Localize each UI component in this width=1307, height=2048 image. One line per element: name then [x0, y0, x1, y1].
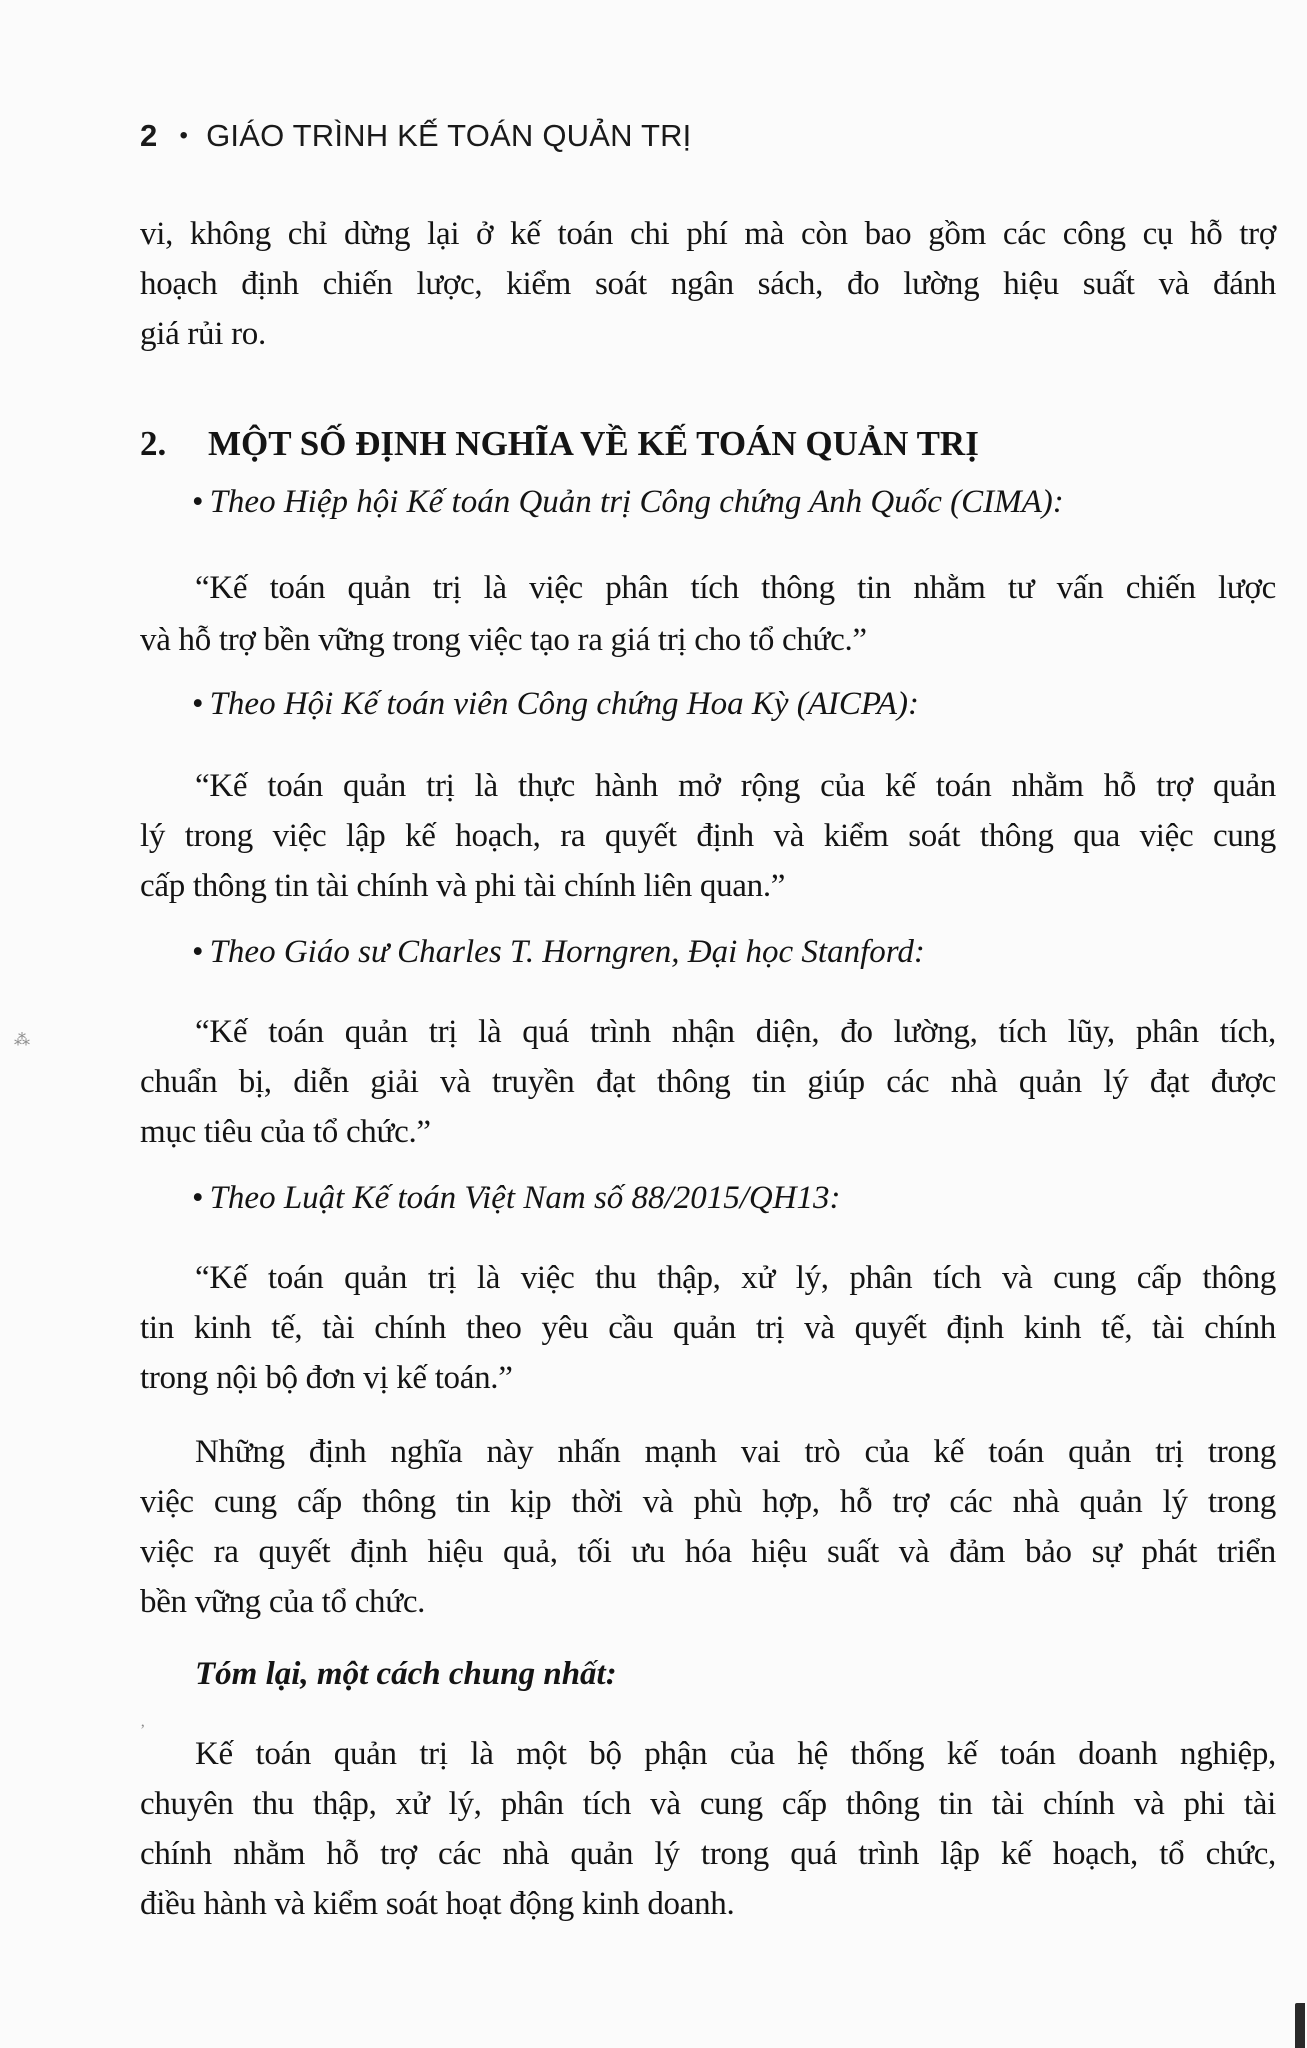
source-label: Theo Giáo sư Charles T. Horngren, Đại học Stanford: — [209, 934, 925, 970]
paragraph-line: việc ra quyết định hiệu quả, tối ưu hóa hiệu suất và đảm bảo sự phát triển — [140, 1534, 1276, 1570]
summary-line: điều hành và kiểm soát hoạt động kinh doanh. — [140, 1886, 735, 1922]
bullet-icon: • — [192, 484, 204, 520]
section-number: 2. — [140, 424, 167, 463]
bullet-icon: • — [192, 1180, 204, 1216]
book-title: GIÁO TRÌNH KẾ TOÁN QUẢN TRỊ — [206, 118, 692, 153]
page-number: 2 — [140, 118, 158, 153]
bullet-icon: • — [192, 686, 204, 722]
bullet-icon: • — [192, 934, 204, 970]
summary-title: Tóm lại, một cách chung nhất: — [195, 1656, 617, 1692]
quote-line: chuẩn bị, diễn giải và truyền đạt thông tin giúp các nhà quản lý đạt được — [140, 1064, 1276, 1100]
header-separator: • — [179, 122, 189, 149]
summary-line: Kế toán quản trị là một bộ phận của hệ thống kế toán doanh nghiệp, — [195, 1736, 1276, 1772]
quote-line: “Kế toán quản trị là việc phân tích thông tin nhằm tư vấn chiến lược — [195, 570, 1276, 606]
scan-smudge: ⁂ — [14, 1032, 30, 1049]
paragraph-line: Những định nghĩa này nhấn mạnh vai trò của kế toán quản trị trong — [195, 1434, 1276, 1470]
summary-line: chính nhằm hỗ trợ các nhà quản lý trong quá trình lập kế hoạch, tổ chức, — [140, 1836, 1276, 1872]
page-edge-shadow — [1295, 2003, 1305, 2048]
intro-line: vi, không chỉ dừng lại ở kế toán chi phí mà còn bao gồm các công cụ hỗ trợ — [140, 216, 1276, 252]
quote-line: “Kế toán quản trị là việc thu thập, xử lý, phân tích và cung cấp thông — [195, 1260, 1276, 1296]
source-label: Theo Luật Kế toán Việt Nam số 88/2015/QH13: — [209, 1180, 841, 1216]
intro-line: giá rủi ro. — [140, 316, 266, 352]
scan-smudge: ʼ — [140, 1722, 146, 1739]
definition-source — [192, 484, 1064, 521]
intro-line: hoạch định chiến lược, kiểm soát ngân sách, đo lường hiệu suất và đánh — [140, 266, 1276, 302]
quote-line: và hỗ trợ bền vững trong việc tạo ra giá trị cho tổ chức.” — [140, 622, 867, 658]
quote-line: mục tiêu của tổ chức.” — [140, 1114, 431, 1150]
summary-line: chuyên thu thập, xử lý, phân tích và cung cấp thông tin tài chính và phi tài — [140, 1786, 1276, 1822]
quote-line: trong nội bộ đơn vị kế toán.” — [140, 1360, 513, 1396]
quote-line: cấp thông tin tài chính và phi tài chính liên quan.” — [140, 868, 786, 904]
quote-line: “Kế toán quản trị là thực hành mở rộng của kế toán nhằm hỗ trợ quản — [195, 768, 1276, 804]
section-heading — [140, 424, 979, 464]
definition-source — [192, 934, 925, 971]
definition-source — [192, 1180, 841, 1217]
quote-line: lý trong việc lập kế hoạch, ra quyết định và kiểm soát thông qua việc cung — [140, 818, 1276, 854]
section-title: MỘT SỐ ĐỊNH NGHĨA VỀ KẾ TOÁN QUẢN TRỊ — [208, 424, 979, 463]
quote-line: “Kế toán quản trị là quá trình nhận diện, đo lường, tích lũy, phân tích, — [195, 1014, 1276, 1050]
running-header — [140, 118, 691, 154]
paragraph-line: bền vững của tổ chức. — [140, 1584, 426, 1620]
paragraph-line: việc cung cấp thông tin kịp thời và phù hợp, hỗ trợ các nhà quản lý trong — [140, 1484, 1276, 1520]
source-label: Theo Hội Kế toán viên Công chứng Hoa Kỳ (AICPA): — [209, 686, 919, 722]
definition-source — [192, 686, 919, 723]
quote-line: tin kinh tế, tài chính theo yêu cầu quản trị và quyết định kinh tế, tài chính — [140, 1310, 1276, 1346]
source-label: Theo Hiệp hội Kế toán Quản trị Công chứng Anh Quốc (CIMA): — [209, 484, 1064, 520]
